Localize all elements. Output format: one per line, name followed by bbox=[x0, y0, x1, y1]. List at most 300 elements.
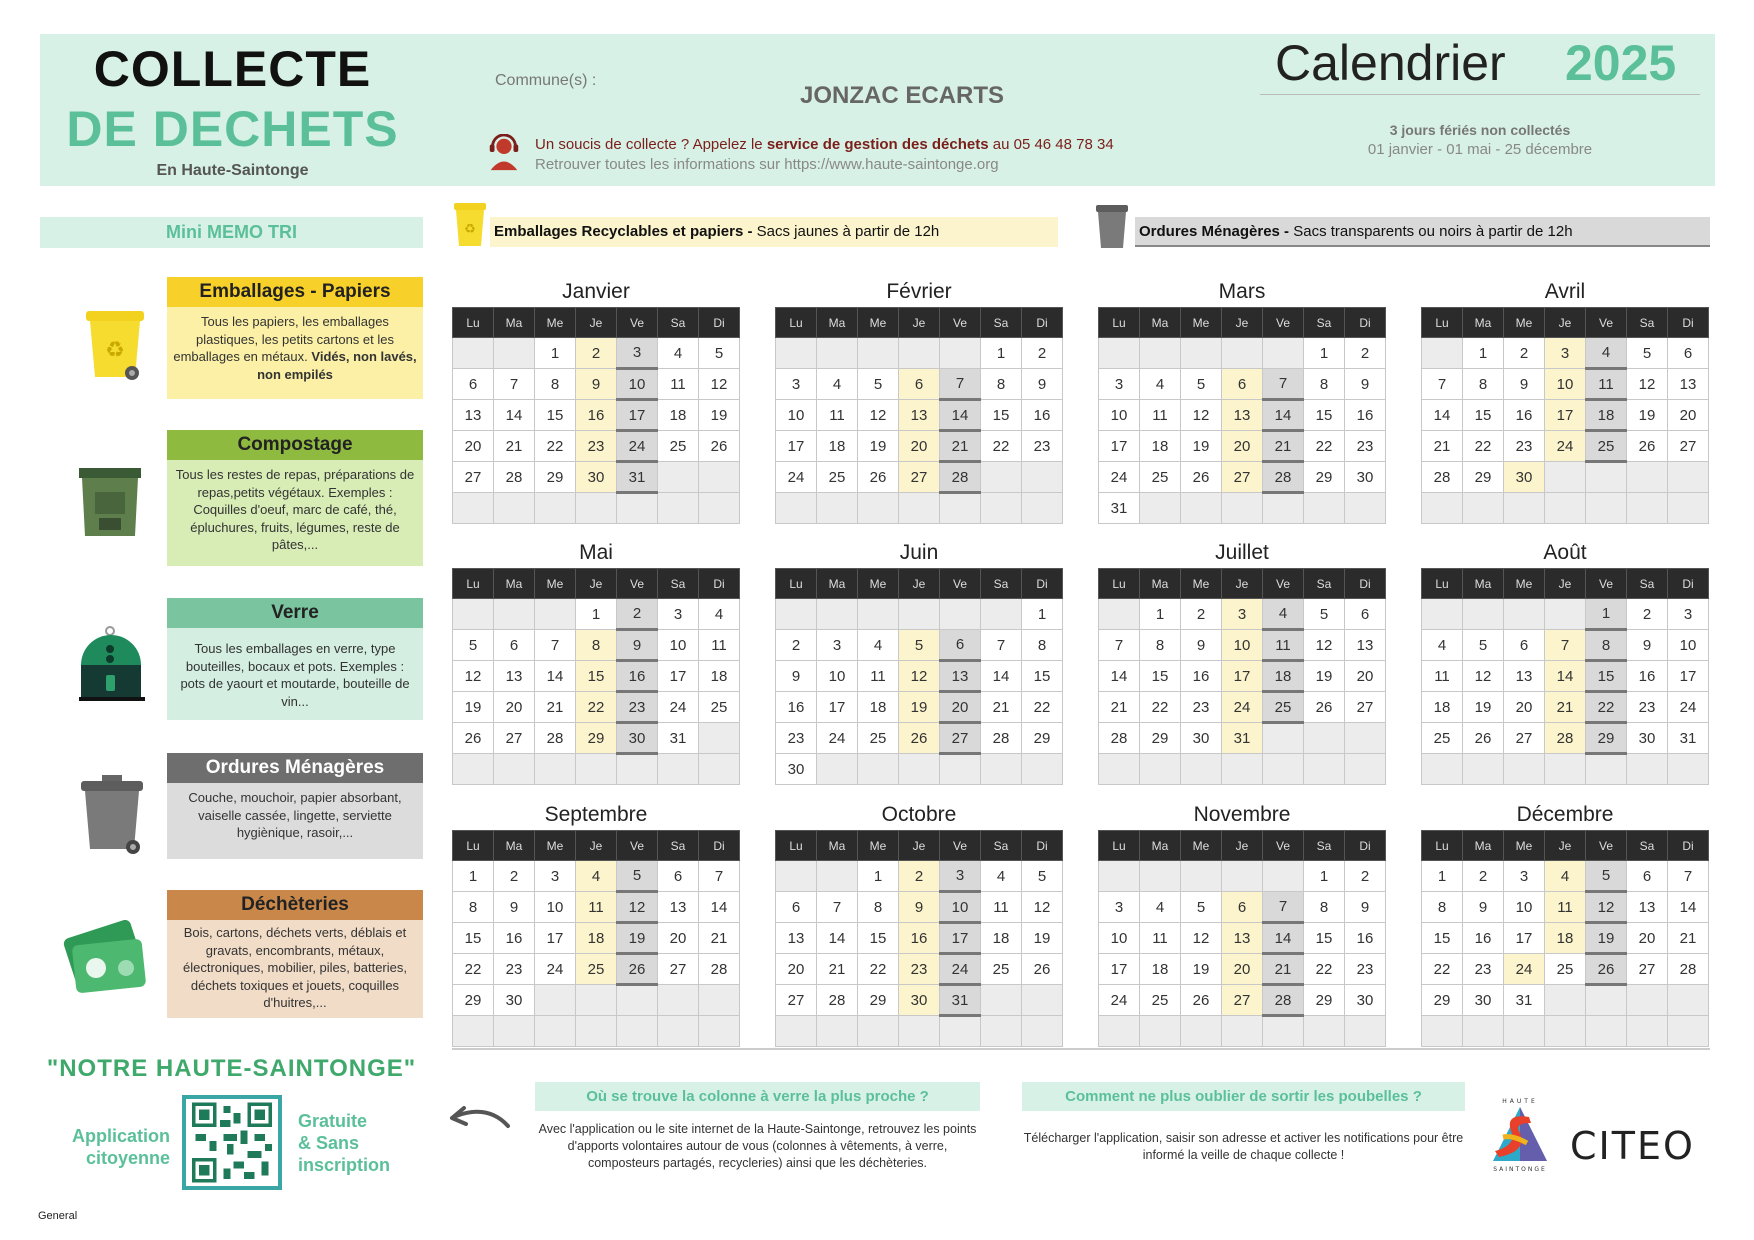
month-calendar bbox=[1098, 277, 1386, 524]
day-cell: 2 bbox=[1345, 861, 1386, 892]
day-cell: 16 bbox=[494, 923, 535, 954]
day-cell: 21 bbox=[1545, 692, 1586, 723]
weekday-header: Ve bbox=[617, 308, 658, 338]
day-cell: 14 bbox=[494, 400, 535, 431]
day-cell: 25 bbox=[1586, 431, 1627, 462]
day-cell: 1 bbox=[453, 861, 494, 892]
empty-day-cell bbox=[817, 338, 858, 369]
weekday-header: Me bbox=[858, 831, 899, 861]
day-cell: 19 bbox=[858, 431, 899, 462]
weekday-header: Ma bbox=[1140, 308, 1181, 338]
divider bbox=[1260, 94, 1700, 95]
day-cell: 20 bbox=[940, 692, 981, 723]
empty-day-cell bbox=[776, 861, 817, 892]
day-cell: 5 bbox=[1022, 861, 1063, 892]
day-cell: 6 bbox=[1222, 369, 1263, 400]
weekday-header: Sa bbox=[981, 308, 1022, 338]
day-cell: 9 bbox=[617, 630, 658, 661]
day-cell: 23 bbox=[1345, 431, 1386, 462]
empty-day-cell bbox=[1304, 754, 1345, 785]
day-cell: 16 bbox=[617, 661, 658, 692]
empty-day-cell bbox=[899, 599, 940, 630]
weekday-header: Lu bbox=[1099, 831, 1140, 861]
day-cell: 14 bbox=[817, 923, 858, 954]
day-cell: 13 bbox=[1222, 400, 1263, 431]
memo-item-ordures bbox=[167, 753, 423, 859]
day-cell: 29 bbox=[535, 462, 576, 493]
empty-day-cell bbox=[1222, 1016, 1263, 1047]
month-table bbox=[452, 568, 740, 785]
day-cell: 12 bbox=[1181, 400, 1222, 431]
day-cell: 7 bbox=[1668, 861, 1709, 892]
day-cell: 24 bbox=[940, 954, 981, 985]
day-cell: 17 bbox=[1099, 954, 1140, 985]
day-cell: 23 bbox=[617, 692, 658, 723]
svg-text:SAINTONGE: SAINTONGE bbox=[1493, 1166, 1547, 1173]
day-cell: 26 bbox=[1181, 985, 1222, 1016]
day-cell: 2 bbox=[776, 630, 817, 661]
legend-recyclables: Emballages Recyclables et papiers - Sacs jaunes à partir de 12h bbox=[490, 217, 1058, 247]
day-cell: 1 bbox=[1140, 599, 1181, 630]
day-cell: 12 bbox=[453, 661, 494, 692]
weekday-header: Sa bbox=[1627, 308, 1668, 338]
weekday-header: Lu bbox=[453, 569, 494, 599]
memo-item-body: Tous les emballages en verre, type bouteilles, bocaux et pots. Exemples : pots de yaourt et moutarde, bouteille de vin... bbox=[167, 628, 423, 720]
day-cell: 27 bbox=[940, 723, 981, 754]
day-cell: 26 bbox=[699, 431, 740, 462]
empty-day-cell bbox=[576, 985, 617, 1016]
day-cell: 28 bbox=[1545, 723, 1586, 754]
day-cell: 17 bbox=[776, 431, 817, 462]
empty-day-cell bbox=[658, 462, 699, 493]
day-cell: 19 bbox=[1627, 400, 1668, 431]
day-cell: 6 bbox=[1345, 599, 1386, 630]
day-cell: 27 bbox=[899, 462, 940, 493]
day-cell: 7 bbox=[1422, 369, 1463, 400]
day-cell: 20 bbox=[658, 923, 699, 954]
day-cell: 22 bbox=[1304, 954, 1345, 985]
weekday-header: Me bbox=[535, 308, 576, 338]
day-cell: 12 bbox=[1022, 892, 1063, 923]
empty-day-cell bbox=[981, 754, 1022, 785]
weekday-header: Sa bbox=[658, 308, 699, 338]
day-cell: 7 bbox=[940, 369, 981, 400]
day-cell: 18 bbox=[1140, 431, 1181, 462]
day-cell: 8 bbox=[535, 369, 576, 400]
weekday-header: Ma bbox=[494, 569, 535, 599]
curved-arrow-left-icon bbox=[448, 1098, 512, 1132]
day-cell: 7 bbox=[981, 630, 1022, 661]
empty-day-cell bbox=[453, 1016, 494, 1047]
day-cell: 5 bbox=[1181, 369, 1222, 400]
empty-day-cell bbox=[1586, 462, 1627, 493]
day-cell: 22 bbox=[981, 431, 1022, 462]
day-cell: 6 bbox=[1627, 861, 1668, 892]
day-cell: 3 bbox=[1668, 599, 1709, 630]
empty-day-cell bbox=[658, 754, 699, 785]
day-cell: 10 bbox=[658, 630, 699, 661]
empty-day-cell bbox=[1263, 338, 1304, 369]
day-cell: 14 bbox=[1668, 892, 1709, 923]
weekday-header: Lu bbox=[1422, 831, 1463, 861]
month-table bbox=[1098, 307, 1386, 524]
day-cell: 9 bbox=[899, 892, 940, 923]
day-cell: 28 bbox=[1263, 985, 1304, 1016]
weekday-header: Ma bbox=[1463, 308, 1504, 338]
empty-day-cell bbox=[817, 861, 858, 892]
day-cell: 26 bbox=[1022, 954, 1063, 985]
day-cell: 3 bbox=[1099, 892, 1140, 923]
weekday-header: Ve bbox=[1586, 308, 1627, 338]
day-cell: 8 bbox=[576, 630, 617, 661]
day-cell: 5 bbox=[899, 630, 940, 661]
day-cell: 3 bbox=[817, 630, 858, 661]
empty-day-cell bbox=[1099, 861, 1140, 892]
day-cell: 18 bbox=[1263, 661, 1304, 692]
day-cell: 25 bbox=[858, 723, 899, 754]
empty-day-cell bbox=[494, 599, 535, 630]
empty-day-cell bbox=[1422, 338, 1463, 369]
day-cell: 25 bbox=[1422, 723, 1463, 754]
day-cell: 30 bbox=[899, 985, 940, 1016]
weekday-header: Je bbox=[899, 569, 940, 599]
day-cell: 31 bbox=[1504, 985, 1545, 1016]
day-cell: 27 bbox=[1222, 985, 1263, 1016]
day-cell: 15 bbox=[535, 400, 576, 431]
day-cell: 31 bbox=[658, 723, 699, 754]
yellow-bin-icon bbox=[80, 305, 150, 385]
empty-day-cell bbox=[535, 599, 576, 630]
empty-day-cell bbox=[940, 754, 981, 785]
empty-day-cell bbox=[1263, 723, 1304, 754]
weekday-header: Je bbox=[1545, 831, 1586, 861]
empty-day-cell bbox=[1181, 338, 1222, 369]
day-cell: 15 bbox=[1422, 923, 1463, 954]
day-cell: 5 bbox=[1463, 630, 1504, 661]
empty-day-cell bbox=[1627, 462, 1668, 493]
month-table bbox=[1421, 830, 1709, 1047]
empty-day-cell bbox=[1099, 338, 1140, 369]
day-cell: 31 bbox=[617, 462, 658, 493]
day-cell: 16 bbox=[899, 923, 940, 954]
weekday-header: Ve bbox=[1586, 831, 1627, 861]
phone-number[interactable]: au 05 46 48 78 34 bbox=[992, 136, 1114, 153]
day-cell: 4 bbox=[576, 861, 617, 892]
empty-day-cell bbox=[1263, 493, 1304, 524]
weekday-header: Sa bbox=[1304, 831, 1345, 861]
empty-day-cell bbox=[1022, 754, 1063, 785]
day-cell: 28 bbox=[981, 723, 1022, 754]
empty-day-cell bbox=[1304, 493, 1345, 524]
day-cell: 14 bbox=[1263, 400, 1304, 431]
month-calendar bbox=[775, 800, 1063, 1047]
day-cell: 29 bbox=[1304, 985, 1345, 1016]
empty-day-cell bbox=[535, 1016, 576, 1047]
day-cell: 16 bbox=[1627, 661, 1668, 692]
empty-day-cell bbox=[1263, 754, 1304, 785]
day-cell: 21 bbox=[494, 431, 535, 462]
empty-day-cell bbox=[453, 599, 494, 630]
memo-item-title: Verre bbox=[167, 598, 423, 628]
day-cell: 1 bbox=[858, 861, 899, 892]
weekday-header: Di bbox=[1022, 569, 1063, 599]
day-cell: 20 bbox=[1668, 400, 1709, 431]
app-label: Application citoyenne bbox=[72, 1126, 170, 1168]
weekday-header: Je bbox=[1545, 569, 1586, 599]
weekday-header: Me bbox=[1181, 831, 1222, 861]
month-calendar bbox=[452, 800, 740, 1047]
day-cell: 7 bbox=[494, 369, 535, 400]
day-cell: 9 bbox=[1022, 369, 1063, 400]
memo-item-title: Ordures Ménagères bbox=[167, 753, 423, 783]
empty-day-cell bbox=[981, 493, 1022, 524]
svg-text:HAUTE: HAUTE bbox=[1502, 1098, 1538, 1105]
empty-day-cell bbox=[858, 493, 899, 524]
day-cell: 5 bbox=[453, 630, 494, 661]
month-name: Août bbox=[1543, 541, 1587, 564]
empty-day-cell bbox=[699, 985, 740, 1016]
day-cell: 12 bbox=[1463, 661, 1504, 692]
memo-item-body: Tous les restes de repas, préparations de repas,petits végétaux. Exemples : Coquilles d'oeuf, marc de café, thé, épluchures, fruits, légumes, reste de pâtes,... bbox=[167, 460, 423, 566]
empty-day-cell bbox=[981, 462, 1022, 493]
day-cell: 14 bbox=[699, 892, 740, 923]
day-cell: 3 bbox=[535, 861, 576, 892]
empty-day-cell bbox=[858, 599, 899, 630]
weekday-header: Di bbox=[1022, 308, 1063, 338]
day-cell: 28 bbox=[817, 985, 858, 1016]
day-cell: 30 bbox=[617, 723, 658, 754]
month-name: Décembre bbox=[1516, 803, 1614, 826]
empty-day-cell bbox=[576, 754, 617, 785]
day-cell: 20 bbox=[494, 692, 535, 723]
memo-item-decheteries bbox=[167, 890, 423, 1018]
day-cell: 18 bbox=[1545, 923, 1586, 954]
month-calendar bbox=[452, 277, 740, 524]
day-cell: 11 bbox=[1545, 892, 1586, 923]
weekday-header: Ve bbox=[1263, 569, 1304, 599]
day-cell: 12 bbox=[699, 369, 740, 400]
day-cell: 21 bbox=[535, 692, 576, 723]
empty-day-cell bbox=[1422, 754, 1463, 785]
day-cell: 15 bbox=[858, 923, 899, 954]
day-cell: 25 bbox=[1545, 954, 1586, 985]
month-table bbox=[1098, 568, 1386, 785]
empty-day-cell bbox=[1504, 1016, 1545, 1047]
day-cell: 16 bbox=[1504, 400, 1545, 431]
month-table bbox=[775, 830, 1063, 1047]
empty-day-cell bbox=[576, 493, 617, 524]
day-cell: 19 bbox=[1181, 954, 1222, 985]
day-cell: 26 bbox=[1304, 692, 1345, 723]
empty-day-cell bbox=[576, 1016, 617, 1047]
day-cell: 14 bbox=[1099, 661, 1140, 692]
info-website-line[interactable]: Retrouver toutes les informations sur https://www.haute-saintonge.org bbox=[535, 156, 999, 173]
empty-day-cell bbox=[1099, 1016, 1140, 1047]
weekday-header: Ve bbox=[940, 831, 981, 861]
day-cell: 4 bbox=[858, 630, 899, 661]
day-cell: 2 bbox=[1181, 599, 1222, 630]
day-cell: 14 bbox=[535, 661, 576, 692]
question-glass-title: Où se trouve la colonne à verre la plus proche ? bbox=[535, 1082, 980, 1111]
day-cell: 2 bbox=[617, 599, 658, 630]
day-cell: 26 bbox=[617, 954, 658, 985]
day-cell: 6 bbox=[1222, 892, 1263, 923]
day-cell: 1 bbox=[535, 338, 576, 369]
day-cell: 6 bbox=[1504, 630, 1545, 661]
day-cell: 17 bbox=[658, 661, 699, 692]
empty-day-cell bbox=[1586, 985, 1627, 1016]
day-cell: 4 bbox=[1545, 861, 1586, 892]
phone-service: service de gestion des déchets bbox=[766, 136, 989, 153]
empty-day-cell bbox=[1345, 723, 1386, 754]
day-cell: 21 bbox=[1099, 692, 1140, 723]
month-calendar bbox=[1098, 538, 1386, 785]
weekday-header: Ve bbox=[617, 569, 658, 599]
day-cell: 22 bbox=[1586, 692, 1627, 723]
day-cell: 10 bbox=[1668, 630, 1709, 661]
day-cell: 20 bbox=[453, 431, 494, 462]
day-cell: 24 bbox=[1668, 692, 1709, 723]
day-cell: 22 bbox=[1140, 692, 1181, 723]
empty-day-cell bbox=[1504, 754, 1545, 785]
day-cell: 7 bbox=[699, 861, 740, 892]
day-cell: 20 bbox=[1222, 954, 1263, 985]
month-calendar bbox=[452, 538, 740, 785]
day-cell: 27 bbox=[1222, 462, 1263, 493]
day-cell: 11 bbox=[858, 661, 899, 692]
day-cell: 11 bbox=[576, 892, 617, 923]
weekday-header: Je bbox=[899, 308, 940, 338]
day-cell: 23 bbox=[1022, 431, 1063, 462]
day-cell: 19 bbox=[617, 923, 658, 954]
day-cell: 20 bbox=[899, 431, 940, 462]
day-cell: 2 bbox=[1022, 338, 1063, 369]
weekday-header: Me bbox=[1181, 308, 1222, 338]
title-collecte: COLLECTE bbox=[93, 41, 372, 97]
weekday-header: Lu bbox=[1099, 308, 1140, 338]
day-cell: 29 bbox=[1140, 723, 1181, 754]
day-cell: 5 bbox=[1304, 599, 1345, 630]
day-cell: 27 bbox=[1345, 692, 1386, 723]
empty-day-cell bbox=[1181, 861, 1222, 892]
weekday-header: Ma bbox=[1463, 831, 1504, 861]
empty-day-cell bbox=[1140, 754, 1181, 785]
day-cell: 25 bbox=[699, 692, 740, 723]
empty-day-cell bbox=[899, 338, 940, 369]
day-cell: 5 bbox=[617, 861, 658, 892]
day-cell: 23 bbox=[1504, 431, 1545, 462]
haute-saintonge-logo bbox=[1485, 1095, 1555, 1175]
day-cell: 15 bbox=[1304, 400, 1345, 431]
day-cell: 4 bbox=[981, 861, 1022, 892]
weekday-header: Di bbox=[699, 831, 740, 861]
day-cell: 23 bbox=[1181, 692, 1222, 723]
day-cell: 11 bbox=[1140, 923, 1181, 954]
month-name: Septembre bbox=[544, 803, 648, 826]
empty-day-cell bbox=[1181, 754, 1222, 785]
empty-day-cell bbox=[1545, 493, 1586, 524]
day-cell: 17 bbox=[617, 400, 658, 431]
gratuite-label: Gratuite & Sans inscription bbox=[298, 1111, 391, 1175]
day-cell: 27 bbox=[658, 954, 699, 985]
question-glass-body: Avec l'application ou le site internet de la Haute-Saintonge, retrouvez les points d'apports volontaires autour de vous (colonnes à vêtements, à verre, composteurs partagés, recycleries) ainsi que les déchèteries. bbox=[538, 1122, 977, 1170]
weekday-header: Ma bbox=[1140, 569, 1181, 599]
empty-day-cell bbox=[453, 493, 494, 524]
day-cell: 27 bbox=[453, 462, 494, 493]
weekday-header: Me bbox=[1504, 569, 1545, 599]
day-cell: 13 bbox=[453, 400, 494, 431]
day-cell: 4 bbox=[817, 369, 858, 400]
day-cell: 10 bbox=[1222, 630, 1263, 661]
day-cell: 1 bbox=[1022, 599, 1063, 630]
day-cell: 1 bbox=[981, 338, 1022, 369]
empty-day-cell bbox=[617, 985, 658, 1016]
day-cell: 13 bbox=[1222, 923, 1263, 954]
day-cell: 14 bbox=[981, 661, 1022, 692]
day-cell: 23 bbox=[576, 431, 617, 462]
day-cell: 8 bbox=[981, 369, 1022, 400]
day-cell: 25 bbox=[981, 954, 1022, 985]
weekday-header: Je bbox=[576, 569, 617, 599]
month-name: Février bbox=[886, 280, 952, 303]
day-cell: 30 bbox=[776, 754, 817, 785]
month-calendar bbox=[1421, 277, 1709, 524]
empty-day-cell bbox=[494, 493, 535, 524]
legend-ordures: Ordures Ménagères - Sacs transparents ou noirs à partir de 12h bbox=[1135, 217, 1710, 247]
svg-text:♻: ♻ bbox=[464, 222, 476, 237]
empty-day-cell bbox=[699, 754, 740, 785]
weekday-header: Sa bbox=[1304, 308, 1345, 338]
weekday-header: Di bbox=[1668, 308, 1709, 338]
empty-day-cell bbox=[535, 985, 576, 1016]
memo-item-verre bbox=[167, 598, 423, 720]
weekday-header: Sa bbox=[658, 569, 699, 599]
empty-day-cell bbox=[940, 338, 981, 369]
day-cell: 24 bbox=[535, 954, 576, 985]
empty-day-cell bbox=[899, 1016, 940, 1047]
empty-day-cell bbox=[1586, 1016, 1627, 1047]
day-cell: 2 bbox=[1627, 599, 1668, 630]
weekday-header: Me bbox=[1181, 569, 1222, 599]
empty-day-cell bbox=[453, 754, 494, 785]
empty-day-cell bbox=[494, 754, 535, 785]
day-cell: 31 bbox=[1099, 493, 1140, 524]
day-cell: 21 bbox=[1263, 431, 1304, 462]
day-cell: 26 bbox=[1627, 431, 1668, 462]
day-cell: 8 bbox=[1140, 630, 1181, 661]
qr-code-icon[interactable] bbox=[182, 1095, 282, 1190]
day-cell: 16 bbox=[1345, 400, 1386, 431]
empty-day-cell bbox=[1504, 599, 1545, 630]
month-table bbox=[452, 307, 740, 524]
day-cell: 11 bbox=[1140, 400, 1181, 431]
day-cell: 16 bbox=[1345, 923, 1386, 954]
feries-title: 3 jours fériés non collectés bbox=[1389, 122, 1571, 138]
day-cell: 3 bbox=[940, 861, 981, 892]
weekday-header: Sa bbox=[1627, 831, 1668, 861]
day-cell: 22 bbox=[858, 954, 899, 985]
day-cell: 7 bbox=[535, 630, 576, 661]
empty-day-cell bbox=[1627, 1016, 1668, 1047]
day-cell: 12 bbox=[1586, 892, 1627, 923]
day-cell: 22 bbox=[453, 954, 494, 985]
day-cell: 17 bbox=[1504, 923, 1545, 954]
empty-day-cell bbox=[1627, 985, 1668, 1016]
day-cell: 28 bbox=[535, 723, 576, 754]
weekday-header: Ma bbox=[494, 831, 535, 861]
day-cell: 15 bbox=[1586, 661, 1627, 692]
weekday-header: Je bbox=[1222, 831, 1263, 861]
